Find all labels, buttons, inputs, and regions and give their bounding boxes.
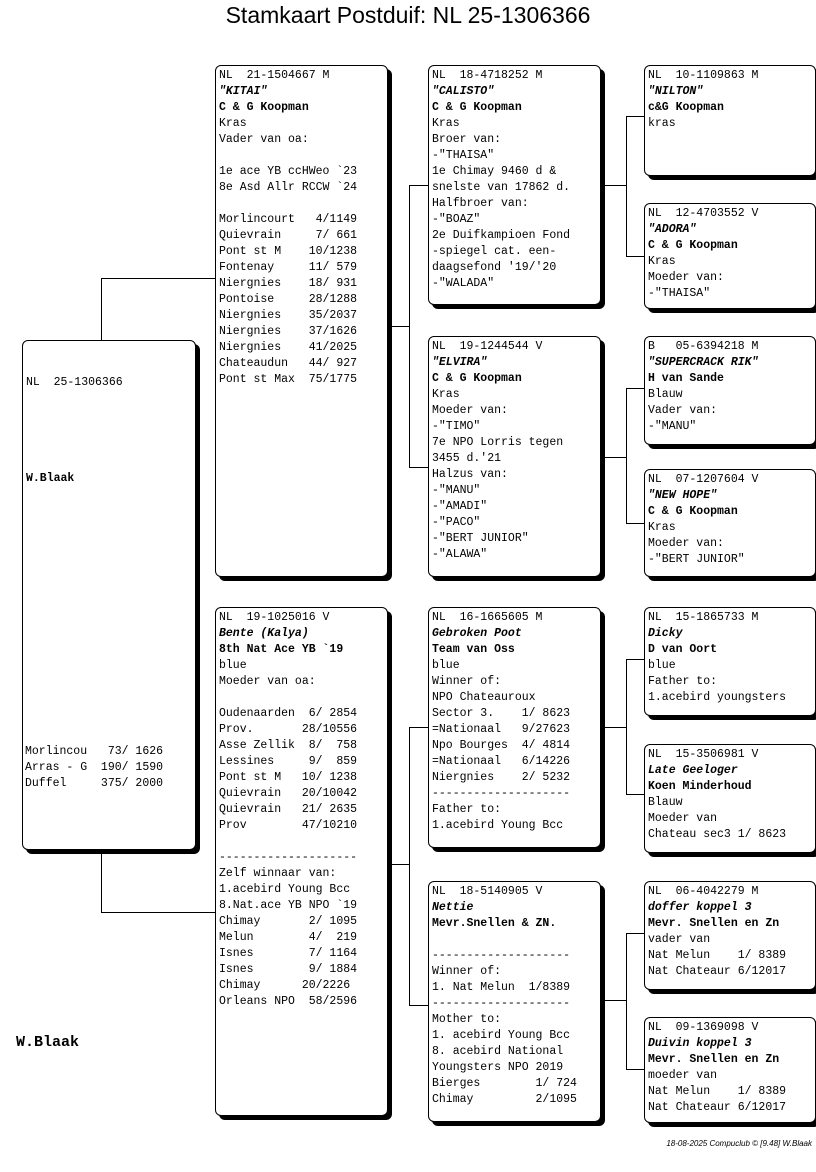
card-line: Pont st M 10/1238 xyxy=(219,245,358,258)
breeder-name: Koen Minderhoud xyxy=(648,780,752,793)
card-line: Halfbroer van: xyxy=(432,197,529,210)
card-line: 1. Nat Melun 1/8389 xyxy=(432,981,571,994)
connector-line xyxy=(602,1000,626,1001)
card-line: Zelf winnaar van: xyxy=(219,867,337,880)
sire-dam-dam-card[interactable] xyxy=(644,469,816,577)
ring-number: NL 21-1504667 M xyxy=(219,69,330,82)
ring-number: NL 06-4042279 M xyxy=(648,885,759,898)
card-line: kras xyxy=(648,117,676,130)
card-line: Nat Melun 1/ 8389 xyxy=(648,949,787,962)
pigeon-name: "ADORA" xyxy=(648,223,697,236)
card-line: Moeder van xyxy=(648,812,718,825)
card-line: NPO Chateauroux xyxy=(432,691,536,704)
connector-line xyxy=(626,659,644,660)
breeder-name: Mevr.Snellen & ZN. xyxy=(432,917,557,930)
connector-line xyxy=(626,388,627,523)
connector-line xyxy=(409,185,428,186)
card-line: Quievrain 7/ 661 xyxy=(219,229,358,242)
ring-number: NL 18-4718252 M xyxy=(432,69,543,82)
card-line: -"MANU" xyxy=(648,420,697,433)
card-line: 8.Nat.ace YB NPO `19 xyxy=(219,899,358,912)
card-line: 1.acebird Young Bcc xyxy=(219,883,351,896)
card-line: Nat Melun 1/ 8389 xyxy=(648,1085,787,1098)
connector-line xyxy=(626,256,644,257)
card-line: Blauw xyxy=(648,796,683,809)
card-line: Oudenaarden 6/ 2854 xyxy=(219,707,358,720)
sire-sire-sire-card[interactable] xyxy=(644,65,816,176)
page-title: Stamkaart Postduif: NL 25-1306366 xyxy=(225,2,591,28)
card-line: -"AMADI" xyxy=(432,500,488,513)
card-line: blue xyxy=(219,659,247,672)
connector-line xyxy=(626,116,627,256)
card-line: -spiegel cat. een- xyxy=(432,245,557,258)
sire-dam-card[interactable] xyxy=(428,336,601,577)
ring-number: NL 25-1306366 xyxy=(26,376,123,389)
card-line: Prov. 28/10556 xyxy=(219,723,358,736)
footer-text: 18-08-2025 Compuclub © [9.48] W.Blaak xyxy=(666,1139,812,1148)
card-line: Moeder van oa: xyxy=(219,675,316,688)
breeder-name: H van Sande xyxy=(648,372,724,385)
breeder-name: D van Oort xyxy=(648,643,718,656)
card-line: Lessines 9/ 859 xyxy=(219,755,358,768)
dam-card[interactable] xyxy=(215,607,388,1116)
ring-number: NL 19-1244544 V xyxy=(432,340,543,353)
card-line: Prov 47/10210 xyxy=(219,819,358,832)
pigeon-name: Bente (Kalya) xyxy=(219,627,309,640)
card-line: -"THAISA" xyxy=(648,287,711,300)
connector-line xyxy=(101,850,102,912)
card-line: -"BERT JUNIOR" xyxy=(432,532,529,545)
card-line: Morlincourt 4/1149 xyxy=(219,213,358,226)
card-line: =Nationaal 9/27623 xyxy=(432,723,571,736)
card-line xyxy=(26,423,193,439)
connector-line xyxy=(389,326,409,327)
card-line: 2e Duifkampioen Fond xyxy=(432,229,571,242)
card-line: Niergnies 37/1626 xyxy=(219,325,358,338)
card-line: 1e ace YB ccHWeo `23 xyxy=(219,165,358,178)
card-line: Moeder van: xyxy=(648,537,724,550)
root-stats xyxy=(25,744,163,792)
pigeon-name: "SUPERCRACK RIK" xyxy=(648,356,759,369)
breeder-name: c&G Koopman xyxy=(648,101,724,114)
connector-line xyxy=(409,467,428,468)
card-line: daagsefond '19/'20 xyxy=(432,261,557,274)
card-line: -"ALAWA" xyxy=(432,548,488,561)
card-line: Kras xyxy=(432,117,460,130)
connector-line xyxy=(101,278,102,340)
card-line: -"TIMO" xyxy=(432,420,481,433)
pigeon-name: Dicky xyxy=(648,627,683,640)
breeder-name: 8th Nat Ace YB `19 xyxy=(219,643,344,656)
ring-number: B 05-6394218 M xyxy=(648,340,759,353)
card-line: Niergnies 35/2037 xyxy=(219,309,358,322)
card-line: Halzus van: xyxy=(432,468,508,481)
ring-number: NL 07-1207604 V xyxy=(648,473,759,486)
pigeon-name: "NILTON" xyxy=(648,85,704,98)
pigeon-name: Late Geeloger xyxy=(648,764,738,777)
card-line xyxy=(432,932,598,948)
card-line xyxy=(219,690,385,706)
connector-line xyxy=(626,523,644,524)
card-line: Pont st M 10/ 1238 xyxy=(219,771,358,784)
card-line: blue xyxy=(432,659,460,672)
connector-line xyxy=(101,912,215,913)
card-line: moeder van xyxy=(648,1069,718,1082)
card-line xyxy=(219,834,385,850)
card-line: Niergnies 18/ 931 xyxy=(219,277,358,290)
stat-line: Duffel 375/ 2000 xyxy=(25,777,164,790)
card-line: Moeder van: xyxy=(432,404,508,417)
dam-dam-card[interactable] xyxy=(428,881,601,1122)
card-line: Orleans NPO 58/2596 xyxy=(219,995,358,1008)
card-line: Chateaudun 44/ 927 xyxy=(219,357,358,370)
sire-dam-sire-card[interactable] xyxy=(644,336,816,445)
sire-card[interactable] xyxy=(215,65,388,577)
ring-number: NL 18-5140905 V xyxy=(432,885,543,898)
breeder-name: C & G Koopman xyxy=(648,505,738,518)
card-line: Mother to: xyxy=(432,1013,502,1026)
card-line: 1e Chimay 9460 d & xyxy=(432,165,557,178)
card-line: -"WALADA" xyxy=(432,277,495,290)
card-line: Chimay 2/ 1095 xyxy=(219,915,358,928)
card-line: Kras xyxy=(432,388,460,401)
connector-line xyxy=(602,185,626,186)
ring-number: NL 15-3506981 V xyxy=(648,748,759,761)
card-line: Kras xyxy=(648,521,676,534)
pigeon-name: Nettie xyxy=(432,901,474,914)
card-line: Vader van oa: xyxy=(219,133,309,146)
ring-number: NL 16-1665605 M xyxy=(432,611,543,624)
card-line: Pontoise 28/1288 xyxy=(219,293,358,306)
breeder-name: Mevr. Snellen en Zn xyxy=(648,917,780,930)
ring-number: NL 15-1865733 M xyxy=(648,611,759,624)
connector-line xyxy=(626,794,644,795)
card-line: -------------------- xyxy=(432,787,571,800)
card-line: Quievrain 21/ 2635 xyxy=(219,803,358,816)
pigeon-name: Duivin koppel 3 xyxy=(648,1037,752,1050)
card-line: Chimay 20/2226 xyxy=(219,979,351,992)
pigeon-name: "CALISTO" xyxy=(432,85,495,98)
card-line: Blauw xyxy=(648,388,683,401)
connector-line xyxy=(409,727,410,1005)
card-line: Asse Zellik 8/ 758 xyxy=(219,739,358,752)
pigeon-name: "NEW HOPE" xyxy=(648,489,718,502)
stat-line: Arras - G 190/ 1590 xyxy=(25,761,164,774)
ring-number: NL 09-1369098 V xyxy=(648,1021,759,1034)
card-line: -------------------- xyxy=(432,997,571,1010)
ring-number: NL 10-1109863 M xyxy=(648,69,759,82)
pigeon-name: "KITAI" xyxy=(219,85,268,98)
card-line: Isnes 7/ 1164 xyxy=(219,947,358,960)
dam-sire-dam-card[interactable] xyxy=(644,744,816,853)
card-line: 1.acebird Young Bcc xyxy=(432,819,564,832)
card-line: =Nationaal 6/14226 xyxy=(432,755,571,768)
card-line: Father to: xyxy=(648,675,718,688)
pigeon-name: "ELVIRA" xyxy=(432,356,488,369)
card-line: Quievrain 20/10042 xyxy=(219,787,358,800)
ring-number: NL 19-1025016 V xyxy=(219,611,330,624)
card-line: Fontenay 11/ 579 xyxy=(219,261,358,274)
breeder-name: C & G Koopman xyxy=(432,372,522,385)
ring-number: NL 12-4703552 V xyxy=(648,207,759,220)
card-line xyxy=(219,196,385,212)
connector-line xyxy=(626,659,627,794)
card-line: -"BOAZ" xyxy=(432,213,481,226)
card-line: 8. acebird National xyxy=(432,1045,564,1058)
connector-line xyxy=(626,933,627,1069)
connector-line xyxy=(389,864,409,865)
connector-line xyxy=(626,116,644,117)
connector-line xyxy=(626,388,644,389)
card-line: Niergnies 41/2025 xyxy=(219,341,358,354)
stat-line: Morlincou 73/ 1626 xyxy=(25,745,164,758)
connector-line xyxy=(101,278,215,279)
breeder-name: Mevr. Snellen en Zn xyxy=(648,1053,780,1066)
connector-line xyxy=(409,185,410,467)
card-line: Youngsters NPO 2019 xyxy=(432,1061,564,1074)
owner-label: W.Blaak xyxy=(16,1034,80,1051)
card-line: 3455 d.'21 xyxy=(432,452,502,465)
dam-sire-sire-card[interactable] xyxy=(644,607,816,716)
card-line: Vader van: xyxy=(648,404,718,417)
card-line: Melun 4/ 219 xyxy=(219,931,358,944)
card-line: Niergnies 2/ 5232 xyxy=(432,771,571,784)
dam-sire-card[interactable] xyxy=(428,607,601,848)
card-line: 8e Asd Allr RCCW `24 xyxy=(219,181,358,194)
breeder-name: C & G Koopman xyxy=(648,239,738,252)
card-line: Nat Chateaur 6/12017 xyxy=(648,1101,787,1114)
card-line: 1.acebird youngsters xyxy=(648,691,787,704)
connector-line xyxy=(602,727,626,728)
card-line: Bierges 1/ 724 xyxy=(432,1077,577,1090)
connector-line xyxy=(409,1005,428,1006)
card-line: -"BERT JUNIOR" xyxy=(648,553,745,566)
breeder-name: W.Blaak xyxy=(26,472,75,485)
card-line: Kras xyxy=(648,255,676,268)
card-line: blue xyxy=(648,659,676,672)
card-line xyxy=(219,148,385,164)
card-line: 7e NPO Lorris tegen xyxy=(432,436,564,449)
card-line: Nat Chateaur 6/12017 xyxy=(648,965,787,978)
card-line: 1. acebird Young Bcc xyxy=(432,1029,571,1042)
card-line: Chimay 2/1095 xyxy=(432,1093,577,1106)
breeder-name: C & G Koopman xyxy=(432,101,522,114)
dam-dam-dam-card[interactable] xyxy=(644,1017,816,1123)
card-line: Npo Bourges 4/ 4814 xyxy=(432,739,571,752)
sire-sire-card[interactable] xyxy=(428,65,601,305)
card-line: Moeder van: xyxy=(648,271,724,284)
card-line: Winner of: xyxy=(432,965,502,978)
card-line: Father to: xyxy=(432,803,502,816)
card-line: Kras xyxy=(219,117,247,130)
breeder-name: Team van Oss xyxy=(432,643,515,656)
card-line: Broer van: xyxy=(432,133,502,146)
pigeon-name: doffer koppel 3 xyxy=(648,901,752,914)
card-line: Pont st Max 75/1775 xyxy=(219,373,358,386)
connector-line xyxy=(626,1069,644,1070)
card-line: -------------------- xyxy=(219,851,358,864)
card-line: Sector 3. 1/ 8623 xyxy=(432,707,571,720)
card-line: -------------------- xyxy=(432,949,571,962)
card-line: -"PACO" xyxy=(432,516,481,529)
card-line: Winner of: xyxy=(432,675,502,688)
breeder-name: C & G Koopman xyxy=(219,101,309,114)
card-line: -"MANU" xyxy=(432,484,481,497)
card-line: -"THAISA" xyxy=(432,149,495,162)
dam-dam-sire-card[interactable] xyxy=(644,881,816,990)
connector-line xyxy=(409,727,428,728)
card-line: Isnes 9/ 1884 xyxy=(219,963,358,976)
pigeon-name: Gebroken Poot xyxy=(432,627,522,640)
card-line: snelste van 17862 d. xyxy=(432,181,571,194)
sire-sire-dam-card[interactable] xyxy=(644,203,816,309)
connector-line xyxy=(602,457,626,458)
card-line: vader van xyxy=(648,933,711,946)
connector-line xyxy=(626,933,644,934)
card-line: Chateau sec3 1/ 8623 xyxy=(648,828,787,841)
